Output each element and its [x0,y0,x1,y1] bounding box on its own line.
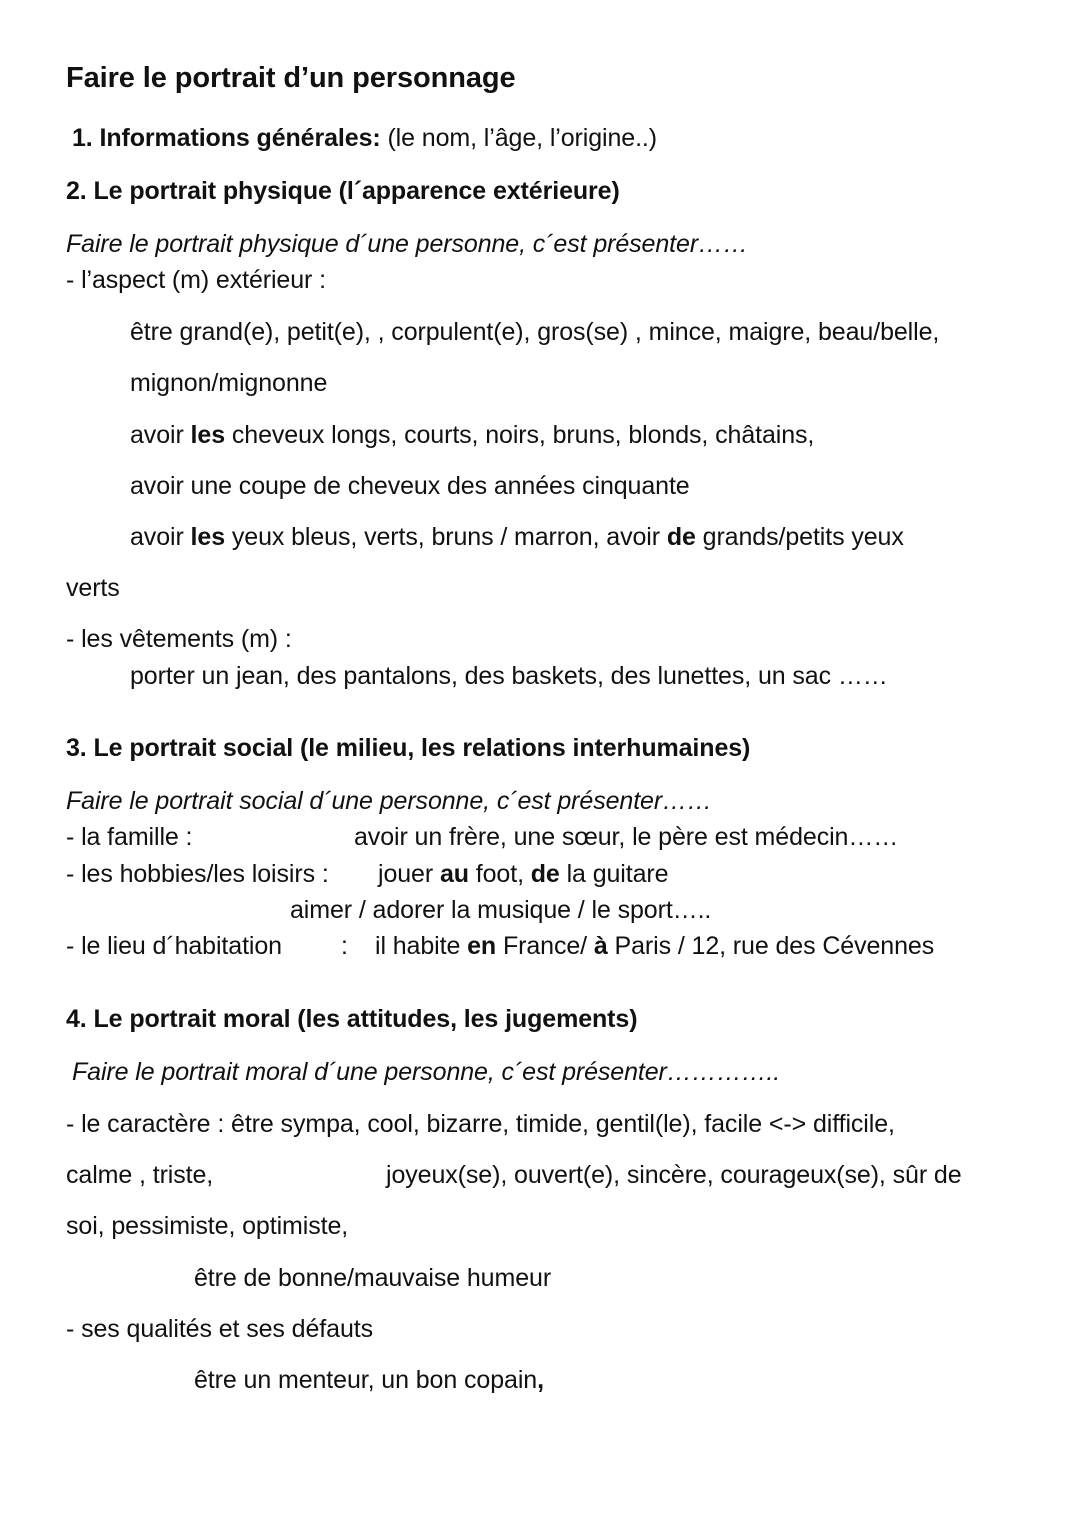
eyes-line [130,522,904,552]
section-4-intro: Faire le portrait moral d´une personne, c´est présenter………….. [72,1058,781,1086]
section-4-heading: 4. Le portrait moral (les attitudes, les jugements) [66,1005,638,1033]
page-title: Faire le portrait d’un personnage [66,62,516,94]
text-segment: il habite [375,932,468,960]
bold-article: de [530,860,560,888]
text-segment: yeux bleus, verts, bruns / marron, avoir [225,523,667,551]
character-line-1: - le caractère : être sympa, cool, bizarre, timide, gentil(le), facile <-> difficile, [66,1110,895,1138]
hair-line-1 [130,420,814,450]
character-line-2b: joyeux(se), ouvert(e), sincère, courageux(se), sûr de [386,1161,962,1189]
text-segment: avoir [130,523,191,551]
text-segment: jouer [378,860,440,888]
section-2-heading: 2. Le portrait physique (l´apparence extérieure) [66,177,620,205]
family-label: - la famille : [66,823,193,851]
hobbies-label: - les hobbies/les loisirs : [66,860,329,888]
clothes-label: - les vêtements (m) : [66,625,292,653]
section-3-intro: Faire le portrait social d´une personne, c´est présenter…… [66,787,712,815]
qualities-label: - ses qualités et ses défauts [66,1315,373,1343]
aspect-line-1: être grand(e), petit(e), , corpulent(e), gros(se) , mince, maigre, beau/belle, [130,318,940,346]
section-1-heading: 1. Informations générales: [72,124,381,152]
section-3-heading: 3. Le portrait social (le milieu, les relations interhumaines) [66,734,751,762]
text-segment: France/ [496,932,594,960]
bold-article: les [190,523,226,551]
bold-article: à [593,932,608,960]
text-segment: la guitare [559,860,669,888]
clothes-line: porter un jean, des pantalons, des baskets, des lunettes, un sac …… [130,662,888,690]
text-segment: grands/petits yeux [695,523,904,551]
bold-comma: , [537,1366,544,1394]
bold-article: de [666,523,696,551]
home-value [375,931,934,961]
text-segment: avoir [130,421,191,449]
aspect-line-2: mignon/mignonne [130,369,328,397]
bold-article: les [190,421,226,449]
home-separator: : [341,932,348,960]
character-line-2a: calme , triste, [66,1161,214,1189]
bold-article: au [439,860,469,888]
qualities-line [194,1365,544,1395]
text-segment: être un menteur, un bon copain [194,1366,538,1394]
family-value: avoir un frère, une sœur, le père est médecin…… [354,823,899,851]
home-label: - le lieu d´habitation [66,932,282,960]
hobbies-value-2: aimer / adorer la musique / le sport….. [290,896,712,924]
aspect-label: - l’aspect (m) extérieur : [66,266,326,294]
section-2-intro: Faire le portrait physique d´une personne, c´est présenter…… [66,230,748,258]
section-1-detail: (le nom, l’âge, l’origine..) [380,124,657,152]
hobbies-value [378,859,668,889]
hair-line-2: avoir une coupe de cheveux des années cinquante [130,472,690,500]
text-segment: foot, [468,860,531,888]
text-segment: Paris / 12, rue des Cévennes [607,932,935,960]
mood-line: être de bonne/mauvaise humeur [194,1264,552,1292]
section-1 [72,123,657,153]
character-line-3: soi, pessimiste, optimiste, [66,1212,349,1240]
text-segment: cheveux longs, courts, noirs, bruns, blonds, châtains, [225,421,815,449]
bold-article: en [467,932,497,960]
eyes-wrap: verts [66,574,120,602]
